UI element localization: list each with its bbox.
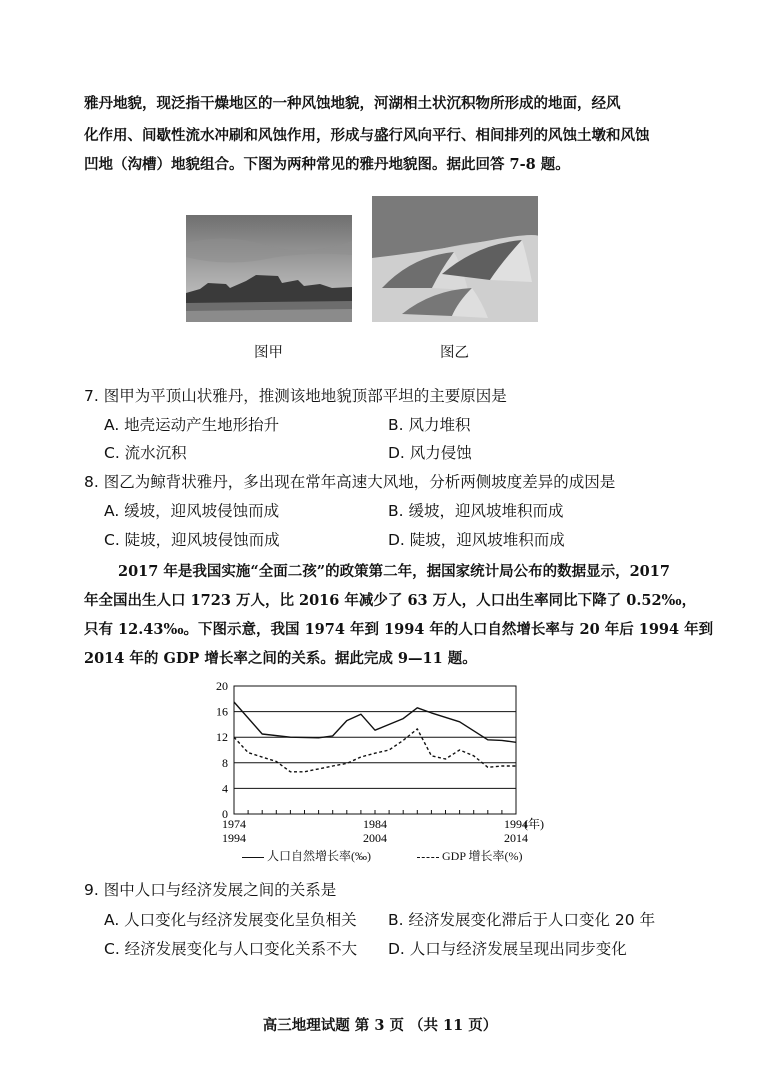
y-tick-label: 12: [216, 730, 228, 745]
q7-option-c[interactable]: C. 流水沉积: [104, 444, 187, 462]
y-tick-label: 0: [222, 807, 228, 821]
x-tick-label-bottom: 1994: [222, 831, 246, 845]
page-footer: 高三地理试题 第 3 页 （共 11 页）: [262, 1017, 498, 1034]
x-axis-labels: [222, 816, 544, 845]
y-tick-label: 20: [216, 679, 228, 693]
question-8-stem: 8. 图乙为鲸背状雅丹，多出现在常年高速大风地，分析两侧坡度差异的成因是: [84, 473, 616, 491]
q8-option-a[interactable]: A. 缓坡，迎风坡侵蚀而成: [104, 502, 280, 520]
passage1-line1: 雅丹地貌，现泛指干燥地区的一种风蚀地貌，河湖相土状沉积物所形成的地面，经风: [84, 95, 621, 112]
y-tick-label: 16: [216, 704, 228, 719]
chart-legend: [242, 847, 523, 864]
population-gdp-chart: [200, 676, 560, 866]
x-tick-label-top: 1984: [363, 817, 387, 831]
q9-option-b[interactable]: B. 经济发展变化滞后于人口变化 20 年: [388, 911, 656, 929]
legend-solid-swatch: [242, 857, 264, 858]
question-7-stem: 7. 图甲为平顶山状雅丹，推测该地地貌顶部平坦的主要原因是: [84, 387, 507, 405]
x-tick-label-top: 1974: [222, 817, 246, 831]
y-axis-ticks: [216, 679, 228, 821]
passage2-line1: 2017 年是我国实施“全面二孩”的政策第二年，据国家统计局公布的数据显示，2017: [118, 563, 670, 580]
x-tick-label-bottom: 2004: [363, 831, 387, 845]
passage2-line2: 年全国出生人口 1723 万人，比 2016 年减少了 63 万人，人口出生率同比下降了 0.52‰，: [84, 592, 697, 609]
q9-option-a[interactable]: A. 人口变化与经济发展变化呈负相关: [104, 911, 357, 929]
chart-grid: [234, 686, 516, 814]
q7-option-b[interactable]: B. 风力堆积: [388, 416, 471, 434]
q7-option-a[interactable]: A. 地壳运动产生地形抬升: [104, 416, 280, 434]
q9-option-d[interactable]: D. 人口与经济发展呈现出同步变化: [388, 940, 627, 958]
q8-option-d[interactable]: D. 陡坡，迎风坡堆积而成: [388, 531, 565, 549]
population-growth-line: [234, 702, 516, 742]
question-9-stem: 9. 图中人口与经济发展之间的关系是: [84, 881, 337, 899]
x-tick-label-top: 1994: [504, 817, 528, 831]
q8-option-b[interactable]: B. 缓坡，迎风坡堆积而成: [388, 502, 564, 520]
passage1-line2: 化作用、间歇性流水冲刷和风蚀作用，形成与盛行风向平行、相间排列的风蚀土墩和风蚀: [84, 127, 650, 144]
passage1-line3: 凹地（沟槽）地貌组合。下图为两种常见的雅丹地貌图。据此回答 7-8 题。: [84, 156, 570, 173]
y-tick-label: 4: [222, 781, 228, 796]
q9-option-c[interactable]: C. 经济发展变化与人口变化关系不大: [104, 940, 358, 958]
q7-option-d[interactable]: D. 风力侵蚀: [388, 444, 472, 462]
x-axis-unit: (年): [524, 817, 544, 831]
legend-solid-label: 人口自然增长率(‰): [267, 849, 371, 863]
q8-option-c[interactable]: C. 陡坡，迎风坡侵蚀而成: [104, 531, 280, 549]
plot-frame: [234, 686, 516, 814]
mesa-yardang-photo: [186, 215, 352, 322]
legend-dashed-label: GDP 增长率(%): [442, 849, 523, 863]
passage2-line3: 只有 12.43‰。下图示意，我国 1974 年到 1994 年的人口自然增长率与 20 年后 1994 年到: [84, 621, 714, 638]
whaleback-yardang-photo: [372, 196, 538, 322]
y-tick-label: 8: [222, 755, 228, 770]
passage2-line4: 2014 年的 GDP 增长率之间的关系。据此完成 9—11 题。: [84, 650, 477, 667]
legend-dashed-swatch: [417, 857, 439, 858]
x-tick-label-bottom: 2014: [504, 831, 528, 845]
figure-jia-caption: 图甲: [254, 345, 283, 361]
figure-yi-caption: 图乙: [440, 345, 469, 361]
